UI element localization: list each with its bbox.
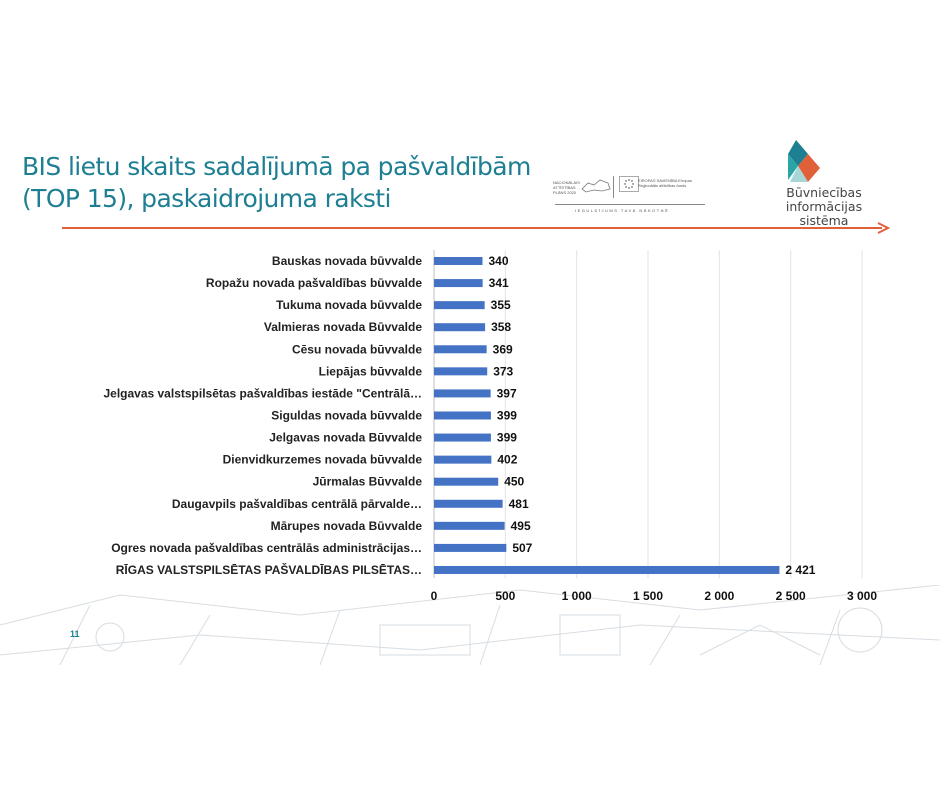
value-label: 341 [488, 276, 509, 291]
value-label: 373 [493, 364, 514, 379]
value-label: 481 [508, 496, 529, 511]
bar [434, 389, 491, 397]
category-label: Siguldas novada būvvalde [271, 408, 422, 423]
title-line-2: (TOP 15), paskaidrojuma raksti [22, 184, 391, 213]
x-tick-label: 3 000 [846, 589, 878, 603]
bar [434, 456, 491, 464]
value-label: 2 421 [785, 562, 816, 577]
bar [434, 500, 503, 508]
bar [434, 279, 483, 287]
chart-bars [434, 257, 779, 574]
value-label: 397 [496, 386, 517, 401]
bar [434, 257, 483, 265]
value-label: 402 [497, 452, 518, 467]
x-tick-label: 2 500 [775, 589, 806, 603]
bar [434, 434, 491, 442]
category-label: RĪGAS VALSTSPILSĒTAS PAŠVALDĪBAS PILSĒTAS… [115, 562, 422, 577]
category-label: Dienvidkurzemes novada būvvalde [222, 452, 422, 467]
x-tick-label: 0 [430, 589, 438, 603]
bar [434, 323, 485, 331]
x-tick-label: 1 500 [632, 589, 664, 603]
invest-slogan: IEGULDĪJUMS TAVĀ NĀKOTNĒ [575, 208, 670, 213]
value-label: 355 [490, 298, 511, 313]
value-label: 358 [491, 320, 512, 335]
page-number: 11 [70, 629, 80, 639]
category-label: Mārupes novada Būvvalde [270, 518, 422, 533]
category-label: Cēsu novada būvvalde [291, 342, 422, 357]
bar [434, 544, 506, 552]
bar [434, 345, 487, 353]
category-label: Tukuma novada būvvalde [276, 298, 422, 313]
value-label: 340 [488, 254, 509, 268]
bar [434, 522, 505, 530]
category-label: Bauskas novada būvvalde [271, 254, 422, 268]
chart-x-tick-labels [431, 589, 878, 603]
bar [434, 367, 487, 375]
bar [434, 566, 779, 574]
value-label: 450 [504, 474, 525, 489]
category-label: Jelgavas novada Būvvalde [269, 430, 422, 445]
chart-category-labels [103, 254, 422, 577]
x-tick-label: 2 000 [704, 589, 735, 603]
value-label: 495 [510, 518, 531, 533]
value-label: 399 [496, 430, 517, 445]
x-tick-label: 500 [495, 589, 516, 603]
value-label: 507 [512, 540, 533, 555]
value-label: 369 [492, 342, 513, 357]
category-label: Daugavpils pašvaldības centrālā pārvalde… [171, 496, 422, 511]
chart-value-labels [489, 254, 816, 577]
bis-name-line-2: sistēma [799, 213, 849, 228]
plan-logo-text: NACIONĀLAIS ATTĪSTĪBAS PLĀNS 2020 [553, 180, 580, 195]
bar [434, 478, 498, 486]
value-label: 399 [496, 408, 517, 423]
category-label: Liepājas būvvalde [318, 364, 422, 379]
x-tick-label: 1 000 [561, 589, 592, 603]
category-label: Jelgavas valstspilsētas pašvaldības iestāde "Centrālā… [103, 386, 422, 401]
bar [434, 301, 485, 309]
bis-name-line-1: Būvniecības informācijas [785, 185, 863, 214]
eu-logo-text: EIROPAS SAVIENĪBA Eiropas Reģionālās attīstības fonds [638, 178, 692, 188]
category-label: Ropažu novada pašvaldības būvvalde [205, 276, 422, 291]
bar [434, 411, 491, 419]
title-line-1: BIS lietu skaits sadalījumā pa pašvaldībām [22, 152, 531, 181]
category-label: Ogres novada pašvaldības centrālās administrācijas… [111, 540, 422, 555]
category-label: Valmieras novada Būvvalde [263, 320, 422, 335]
category-label: Jūrmalas Būvvalde [312, 474, 422, 489]
